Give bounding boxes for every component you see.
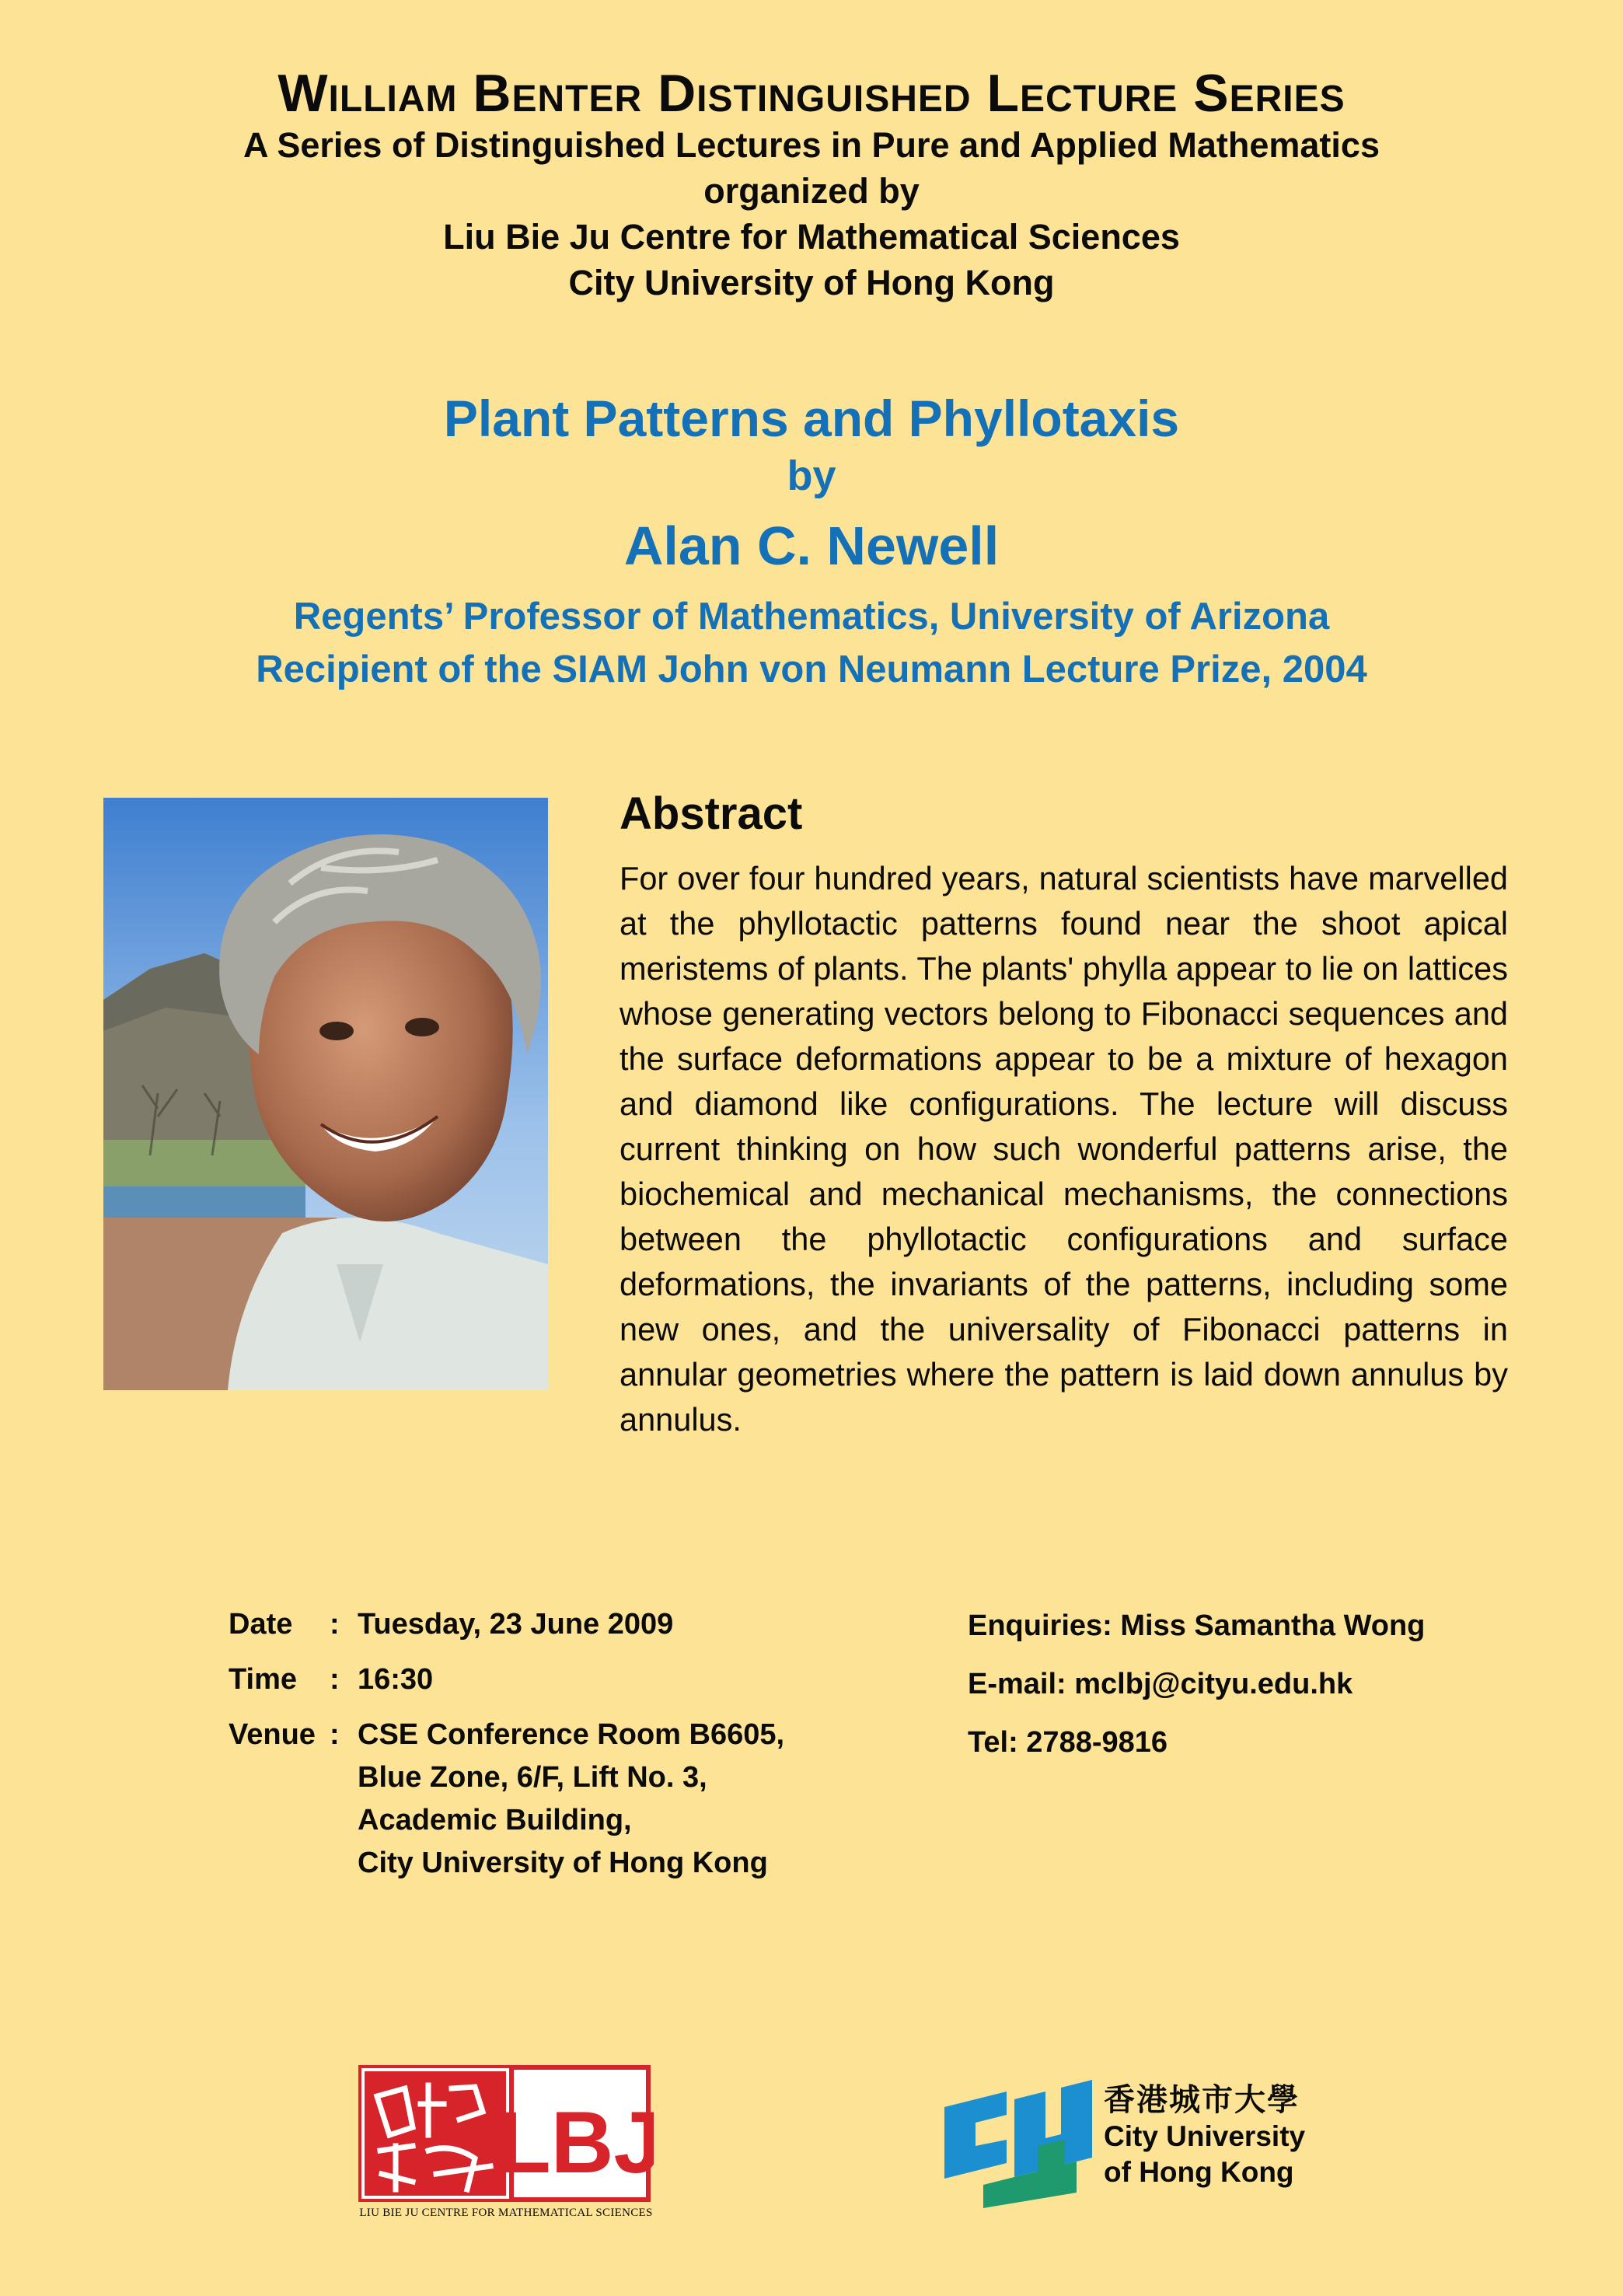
- cityu-name-line1: City University: [1104, 2120, 1306, 2152]
- date-colon: :: [330, 1608, 340, 1641]
- speaker-name: Alan C. Newell: [623, 515, 1000, 576]
- cityu-logo-mark: [929, 2068, 1092, 2208]
- series-title: William Benter Distinguished Lecture Series: [277, 64, 1346, 123]
- lecture-title: Plant Patterns and Phyllotaxis: [443, 390, 1180, 447]
- abstract-text: For over four hundred years, natural scientists have marvelled at the phyllotactic patterns found near the shoot apical meristems of plants. The plants' phylla appear to lie on lattices whose generating vectors belong to Fibonacci sequences and the surface deformations appear to be a mixture of hexagon and diamond like configurations. The lecture will discuss current thinking on how such wonderful patterns arise, the biochemical and mechanical mechanisms, the connections between the phyllotactic configurations and surface deformations, the invariants of the patterns, including some new ones, and the universality of Fibonacci patterns in annular geometries where the pattern is laid down annulus by annulus.: [620, 860, 1508, 1438]
- event-details: [229, 1603, 784, 1897]
- date-value: Tuesday, 23 June 2009: [358, 1608, 674, 1641]
- cityu-chinese-name: 香港城市大學: [1104, 2082, 1300, 2118]
- venue-colon: :: [330, 1718, 340, 1751]
- enquiries-contact: Enquiries: Miss Samantha Wong: [968, 1609, 1426, 1642]
- time-colon: :: [330, 1663, 340, 1696]
- organized-by: organized by: [703, 171, 920, 211]
- date-label: Date: [229, 1608, 293, 1641]
- time-value: 16:30: [358, 1663, 434, 1696]
- venue-row: [229, 1714, 784, 1885]
- venue-label: Venue: [229, 1718, 316, 1751]
- venue-line: City University of Hong Kong: [358, 1847, 768, 1879]
- contact-info: [968, 1605, 1425, 1780]
- organizer-university: City University of Hong Kong: [568, 263, 1055, 302]
- time-label: Time: [229, 1663, 298, 1696]
- speaker-award: Recipient of the SIAM John von Neumann Lecture Prize, 2004: [256, 648, 1367, 690]
- cityu-logo-text: [1104, 2081, 1305, 2190]
- venue-value: [358, 1714, 784, 1885]
- lbj-caption: LIU BIE JU CENTRE FOR MATHEMATICAL SCIENCES: [359, 2207, 653, 2219]
- email-contact[interactable]: E-mail: mclbj@cityu.edu.hk: [968, 1668, 1353, 1700]
- venue-line: Academic Building,: [358, 1804, 632, 1836]
- speaker-affiliation: Regents’ Professor of Mathematics, University of Arizona: [293, 596, 1330, 638]
- venue-line: CSE Conference Room B6605,: [358, 1718, 785, 1751]
- series-subtitle: A Series of Distinguished Lectures in Pure and Applied Mathematics: [243, 125, 1380, 165]
- lbj-logo: [358, 2065, 654, 2228]
- by-line: by: [787, 453, 836, 499]
- date-row: [229, 1603, 784, 1646]
- phone-contact: Tel: 2788-9816: [968, 1726, 1168, 1759]
- abstract-heading: Abstract: [620, 788, 803, 839]
- cityu-name-line2: of Hong Kong: [1104, 2156, 1294, 2188]
- lbj-text: LBJ: [497, 2094, 654, 2191]
- time-row: [229, 1658, 784, 1701]
- organizer-centre: Liu Bie Ju Centre for Mathematical Sciences: [443, 217, 1180, 257]
- venue-line: Blue Zone, 6/F, Lift No. 3,: [358, 1761, 707, 1794]
- speaker-photo: [103, 798, 548, 1390]
